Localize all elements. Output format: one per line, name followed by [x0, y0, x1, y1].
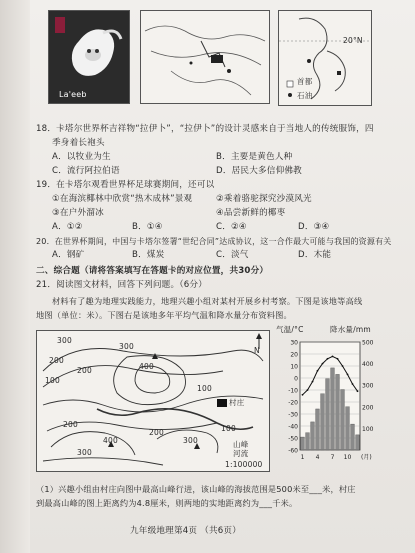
q20-option-d: D．木能	[298, 250, 332, 260]
temperature-point	[337, 358, 339, 360]
temperature-point	[357, 390, 359, 392]
chart-left-tick-label: -40	[288, 423, 298, 431]
legend-river: 河流	[233, 449, 249, 458]
page-footer: 九年级地理第4页 （共6页）	[130, 526, 241, 536]
q21-material-line2: 地图（单位：米）。下图右是该地多年平均气温和降水量分布资料图。	[36, 310, 292, 320]
precipitation-bar	[311, 422, 315, 450]
q18-option-d: D．居民大多信仰佛教	[216, 166, 302, 176]
q21-stem: 21．阅读图文材料，回答下列问题。（6分）	[36, 280, 207, 290]
contour-label: 100	[197, 384, 212, 393]
q18-stem-line1: 18．卡塔尔世界杯吉祥物“拉伊卜”，“拉伊卜”的设计灵感来自于当地人的传统服饰，四	[36, 124, 374, 134]
chart-right-axis-label: 降水量/mm	[330, 325, 371, 334]
q21-1-line1: （1）兴趣小组由村庄向图中最高山峰行进，该山峰的海拔范围是500米至___米，村庄	[36, 484, 356, 494]
q19-item-4: ④品尝新鲜的椰枣	[216, 208, 286, 218]
temperature-point	[352, 383, 354, 385]
chart-x-tick-label: 10	[343, 454, 352, 461]
q19-option-a: A．①②	[52, 222, 83, 232]
precipitation-bar	[331, 368, 335, 450]
temperature-point	[342, 365, 344, 367]
q20-stem: 20．在世界杯期间，中国与卡塔尔签署“世纪合同”达成协议，这一合作最大可能与我国的资源有关	[36, 237, 392, 246]
temperature-point	[312, 381, 314, 383]
map-latitude-label: 20°N	[343, 36, 363, 45]
chart-right-tick-label: 300	[362, 382, 374, 390]
contour-label: 300	[119, 342, 134, 351]
q18-option-a: A．以牧业为生	[52, 152, 111, 162]
precipitation-bar	[321, 394, 325, 450]
q19-option-d: D．③④	[298, 222, 330, 232]
chart-right-tick-label: 200	[362, 404, 374, 412]
q20-option-c: C．淡气	[216, 250, 249, 260]
chart-left-tick-label: 20	[290, 351, 298, 359]
chart-left-tick-label: -30	[288, 411, 298, 419]
temperature-point	[307, 389, 309, 391]
precipitation-bar	[306, 433, 310, 450]
page-fold-shadow	[0, 0, 30, 553]
climate-chart-plot	[276, 334, 380, 472]
contour-label: 400	[139, 362, 154, 371]
contour-label: 300	[57, 336, 72, 345]
chart-right-tick-label: 500	[362, 339, 374, 347]
q20-option-b: B．煤炭	[132, 250, 165, 260]
temperature-point	[302, 394, 304, 396]
contour-label: 100	[221, 424, 236, 433]
mascot-caption: La'eeb	[59, 90, 87, 99]
temperature-point	[327, 358, 329, 360]
temperature-point	[317, 370, 319, 372]
precipitation-bar	[316, 409, 320, 450]
contour-label: 300	[183, 436, 198, 445]
village-label: 村庄	[229, 398, 245, 407]
precipitation-bar	[346, 407, 350, 450]
precipitation-bar	[356, 435, 360, 450]
precipitation-bar	[301, 437, 305, 450]
chart-left-tick-label: 30	[290, 339, 298, 347]
americas-map	[279, 11, 371, 105]
chart-x-unit-label: (月)	[361, 454, 372, 461]
chart-x-tick-label: 4	[315, 454, 320, 461]
contour-label: 400	[103, 436, 118, 445]
temperature-point	[347, 374, 349, 376]
contour-label: 200	[49, 356, 64, 365]
q21-material-line1: 材料有了趣为地理实践能力，地理兴趣小组对某村开展乡村考察。下图是该地等高线	[52, 296, 363, 306]
chart-left-tick-label: -60	[288, 447, 298, 455]
contour-label: 200	[63, 420, 78, 429]
chart-right-tick-label: 100	[362, 425, 374, 433]
section2-heading: 二、综合题（请将答案填写在答题卡的对应位置，共30分）	[36, 266, 269, 276]
legend-peak: 山峰	[233, 440, 249, 449]
precipitation-bar	[326, 379, 330, 450]
map-legend-capital: 首都	[297, 77, 313, 86]
contour-map	[36, 330, 270, 472]
chart-x-tick-label: 7	[330, 454, 335, 461]
map-legend-oil: 石油	[297, 91, 313, 100]
map-scale: 1:100000	[225, 460, 263, 469]
chart-right-tick-label: 400	[362, 361, 374, 369]
climate-chart	[276, 324, 380, 474]
mascot-figure	[48, 10, 130, 104]
contour-label: 200	[149, 428, 164, 437]
chart-left-tick-label: -10	[288, 387, 298, 395]
q19-item-2: ②乘着骆驼探究沙漠风光	[216, 194, 312, 204]
q18-stem-line2: 季身着长袍头	[52, 138, 105, 148]
q18-option-c: C．流行阿拉伯语	[52, 166, 120, 176]
temperature-point	[332, 356, 334, 358]
region-map	[141, 11, 269, 103]
chart-left-tick-label: -20	[288, 399, 298, 407]
precipitation-bar	[341, 390, 345, 450]
americas-map-figure	[278, 10, 372, 106]
chart-left-tick-label: 0	[294, 375, 298, 383]
precipitation-bar	[336, 374, 340, 450]
q19-option-c: C．②④	[216, 222, 247, 232]
q19-stem: 19．在卡塔尔观看世界杯足球赛期间，还可以	[36, 180, 215, 190]
region-map-figure	[140, 10, 270, 104]
contour-label: 200	[77, 366, 92, 375]
chart-x-tick-label: 1	[300, 454, 305, 461]
q21-1-line2: 到最高山峰的图上距离约为4.8厘米，则两地的实地距离约为___千米。	[36, 498, 298, 508]
contour-label: 100	[45, 376, 60, 385]
q19-option-b: B．①④	[132, 222, 163, 232]
temperature-point	[322, 363, 324, 365]
q19-item-3: ③在户外溜冰	[52, 208, 104, 218]
q18-option-b: B．主要是黄色人种	[216, 152, 293, 162]
chart-left-tick-label: 10	[290, 363, 298, 371]
north-arrow-label: N	[254, 346, 260, 355]
contour-label: 300	[77, 448, 92, 457]
q19-item-1: ①在海滨椰林中欣赏“热木成林”景观	[52, 194, 193, 204]
precipitation-bar	[351, 424, 355, 450]
chart-left-axis-label: 气温/°C	[276, 325, 304, 334]
chart-left-tick-label: -50	[288, 435, 298, 443]
q20-option-a: A．钢矿	[52, 250, 85, 260]
